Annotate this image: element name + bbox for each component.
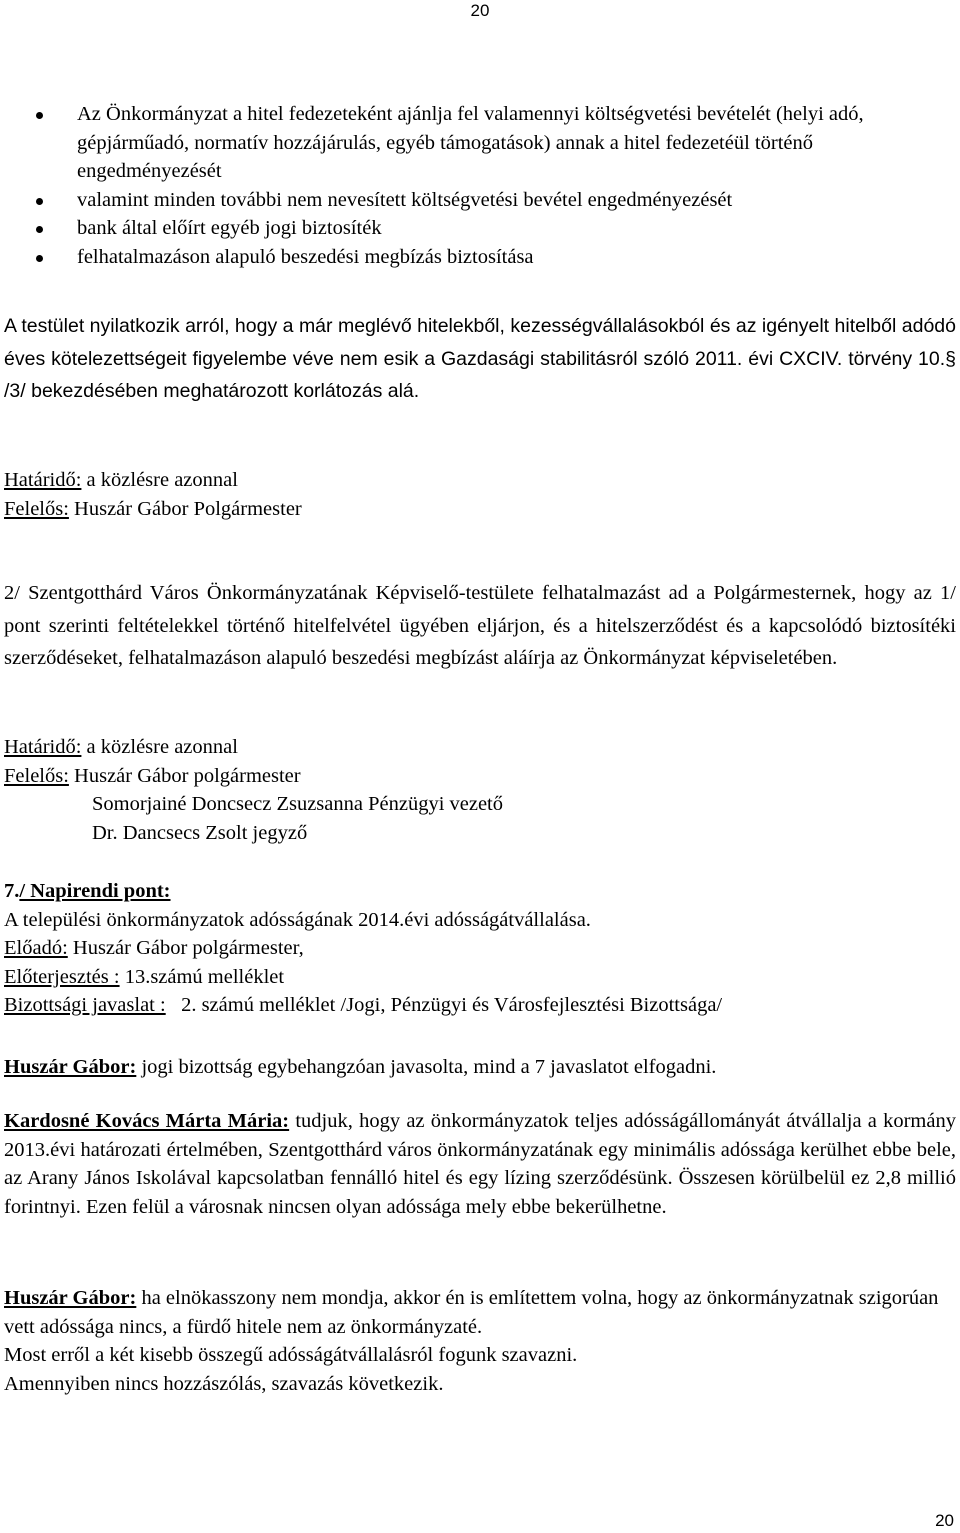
decision-2-meta <box>4 733 956 847</box>
presenter-label: Előadó: <box>4 937 68 960</box>
agenda-title: A települési önkormányzatok adósságának 2014.évi adósságátvállalása. <box>4 908 591 931</box>
deadline-value: a közlésre azonnal <box>81 736 238 758</box>
page-number-bottom: 20 <box>935 1511 954 1530</box>
responsible-label: Felelős: <box>4 764 69 787</box>
speech-text: tudjuk, hogy az önkormányzatok teljes adósságállományát átvállalja a kormány 2013.évi határozati értelmében, Szentgotthárd város önkormányzatának egy minimális adóssága kerülhet ebbe bele, az Arany János Iskolával kapcsolatban fennálló hitel és egy lízing szerződésünk. Összesen körülbelül ez 2,8 millió forintnyi. Ezen felül a városnak nincsen olyan adóssága mely ebbe bekerülhetne. <box>4 1110 956 1218</box>
deadline-label: Határidő: <box>4 469 82 491</box>
bullet-item: Az Önkormányzat a hitel fedezeteként ajánlja fel valamennyi költségvetési bevételét (helyi adó, gépjárműadó, normatív hozzájárulás, egyéb támogatások) annak a hitel fedezetéül történő engedményezését <box>36 100 956 186</box>
agenda-heading <box>4 877 956 906</box>
speech-text: ha elnökasszony nem mondja, akkor én is említettem volna, hogy az önkormányzatnak szigorúan vett adóssága nincs, a fürdő hitele nem az önkormányzaté. <box>4 1287 939 1338</box>
responsible-value: Huszár Gábor polgármester <box>68 764 301 787</box>
page-number-top: 20 <box>470 1 490 20</box>
speech-line: Amennyiben nincs hozzászólás, szavazás következik. <box>4 1372 444 1395</box>
speech-block <box>4 1284 956 1398</box>
point-2-paragraph: 2/ Szentgotthárd Város Önkormányzatának Képviselő-testülete felhatalmazást ad a Polgármesternek, hogy az 1/ pont szerinti feltételekkel történő hitelfelvétel ügyében eljárjon, és a hitelszerződést és a kapcsolódó biztosítéki szerződéseket, felhatalmazáson alapuló beszedési megbízást aláírja az Önkormányzat képviseletében. <box>4 582 956 669</box>
presenter-line <box>4 934 956 963</box>
committee-label: Bizottsági javaslat : <box>4 994 166 1017</box>
speech-line: Most erről a két kisebb összegű adósságátvállalásról fogunk szavazni. <box>4 1344 578 1367</box>
responsible-line <box>4 762 956 791</box>
deadline-label: Határidő: <box>4 736 82 758</box>
responsible-line <box>4 495 956 524</box>
responsible-label: Felelős: <box>4 497 69 520</box>
statement-paragraph: A testület nyilatkozik arról, hogy a már meglévő hitelekből, kezességvállalásokból és az igényelt hitelből adódó éves kötelezettségeit figyelembe véve nem esik a Gazdasági stabilitásról szóló 2011. évi CXCIV. törvény 10.§ /3/ bekezdésében meghatározott korlátozás alá. <box>4 315 956 402</box>
submission-value: 13.számú melléklet <box>119 965 285 988</box>
deadline-line <box>4 733 956 762</box>
presenter-value: Huszár Gábor polgármester, <box>67 937 304 960</box>
decision-1-meta <box>4 466 956 523</box>
submission-label: Előterjesztés : <box>4 965 120 988</box>
speech-text: jogi bizottság egybehangzóan javasolta, mind a 7 javaslatot elfogadni. <box>136 1056 717 1078</box>
bullet-item: bank által előírt egyéb jogi biztosíték <box>36 214 956 243</box>
deadline-line <box>4 466 956 495</box>
bullet-list <box>36 100 956 271</box>
deadline-value: a közlésre azonnal <box>81 469 238 491</box>
bullet-item: valamint minden további nem nevesített költségvetési bevétel engedményezését <box>36 186 956 215</box>
agenda-heading-text: / Napirendi pont: <box>19 880 171 902</box>
agenda-number: 7. <box>4 880 20 902</box>
submission-line <box>4 963 956 992</box>
agenda-item <box>4 877 956 1020</box>
bullet-item: felhatalmazáson alapuló beszedési megbízás biztosítása <box>36 243 956 272</box>
responsible-value: Huszár Gábor Polgármester <box>68 497 302 520</box>
speaker-name: Huszár Gábor: <box>4 1287 137 1309</box>
speaker-name: Huszár Gábor: <box>4 1056 137 1078</box>
speech-paragraph <box>4 1107 956 1221</box>
responsible-extra: Somorjainé Doncsecz Zsuzsanna Pénzügyi vezető <box>92 793 504 816</box>
committee-line <box>4 991 956 1020</box>
responsible-extra: Dr. Dancsecs Zsolt jegyző <box>92 821 308 844</box>
speech-paragraph <box>4 1284 956 1341</box>
committee-value: 2. számú melléklet /Jogi, Pénzügyi és Városfejlesztési Bizottsága/ <box>165 994 723 1017</box>
speaker-name: Kardosné Kovács Márta Mária: <box>4 1110 290 1132</box>
speech-paragraph <box>4 1053 956 1082</box>
